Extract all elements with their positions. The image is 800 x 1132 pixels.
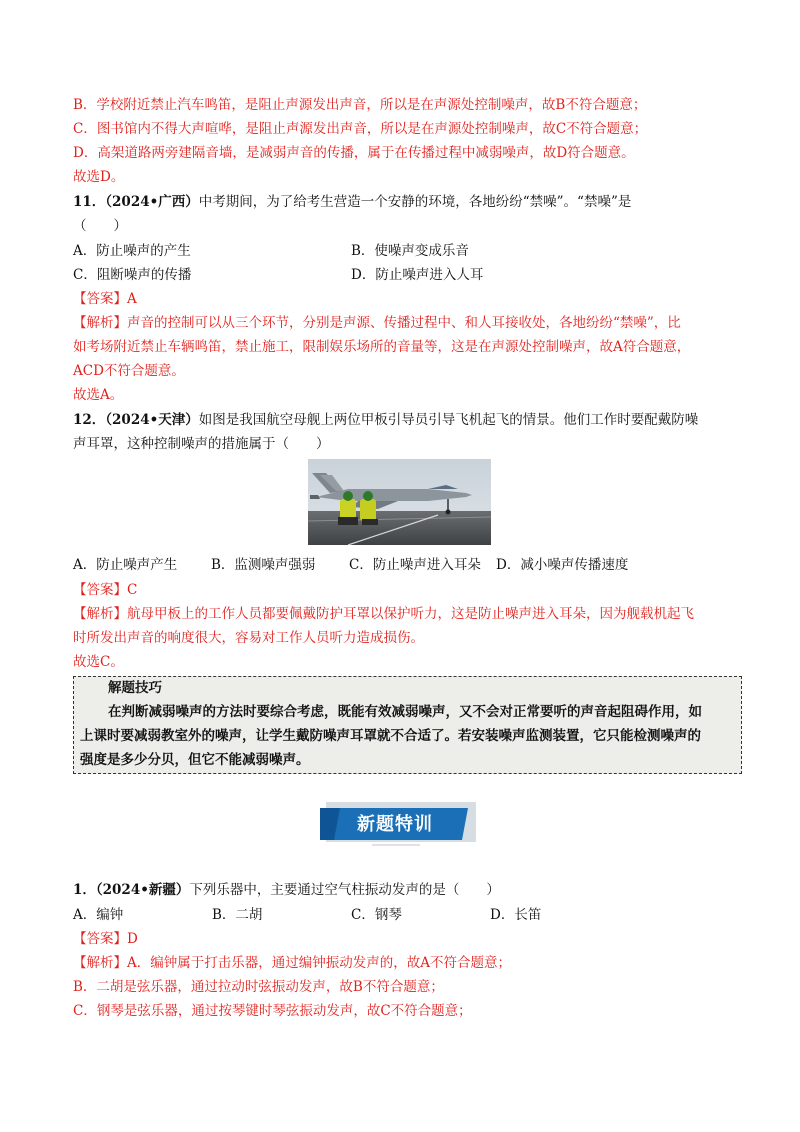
n1-answer-label: 【答案】 [73,931,127,947]
solving-tips-box [73,676,742,774]
q12-option-d: D．减小噪声传播速度 [496,557,629,573]
prev-option-c-analysis: C．图书馆内不得大声喧哗，是阻止声源发出声音，所以是在声源处控制噪声，故C不符合题意； [73,121,648,137]
q11-answer-value: A [127,291,137,307]
q11-analysis-line1 [73,313,681,333]
n1-analysis-line2: B．二胡是弦乐器，通过拉动时弦振动发声，故B不符合题意； [73,979,444,995]
prev-conclusion: 故选D。 [73,169,125,185]
q12-number: 12．（2024•天津） [73,412,199,428]
tips-line1: 在判断减弱噪声的方法时要综合考虑，既能有效减弱噪声，又不会对正常要听的声音起阻碍作用，如 [108,704,702,720]
jet-illustration [308,459,491,545]
q12-analysis-label: 【解析】 [73,606,127,622]
q11-conclusion: 故选A。 [73,387,124,403]
tips-title: 解题技巧 [108,680,162,696]
q12-analysis-line1 [73,604,694,624]
section-banner [320,798,480,850]
n1-stem [73,880,500,900]
q12-conclusion: 故选C。 [73,654,124,670]
q12-analysis-text1: 航母甲板上的工作人员都要佩戴防护耳罩以保护听力，这是防止噪声进入耳朵，因为舰载机起飞 [127,606,694,622]
n1-option-b: B．二胡 [212,907,263,923]
q11-analysis-label: 【解析】 [73,315,127,331]
q12-stem-text: 如图是我国航空母舰上两位甲板引导员引导飞机起飞的情景。他们工作时要配戴防噪 [198,412,699,428]
q11-analysis-text1: 声音的控制可以从三个环节，分别是声源、传播过程中、和人耳接收处，各地纷纷“禁噪”，比 [127,315,681,331]
q12-answer [73,580,137,600]
q12-option-c: C．防止噪声进入耳朵 [349,557,481,573]
n1-option-c: C．钢琴 [351,907,402,923]
q11-analysis-line3: ACD不符合题意。 [73,363,185,379]
q11-option-b: B．使噪声变成乐音 [351,243,469,259]
q12-answer-value: C [127,582,138,598]
q11-option-d: D．防止噪声进入人耳 [351,267,484,283]
q11-number: 11．（2024•广西） [73,194,199,210]
q12-stem-line1 [73,410,698,430]
prev-option-d-analysis: D．高架道路两旁建隔音墙，是减弱声音的传播，属于在传播过程中减弱噪声，故D符合题意。 [73,145,635,161]
q11-stem-line1 [73,192,631,212]
prev-option-b-analysis: B．学校附近禁止汽车鸣笛，是阻止声源发出声音，所以是在声源处控制噪声，故B不符合题意； [73,97,647,113]
n1-number: 1．（2024•新疆） [73,882,190,898]
n1-answer-value: D [127,931,138,947]
q11-answer-label: 【答案】 [73,291,127,307]
q12-answer-label: 【答案】 [73,582,127,598]
q11-stem-text: 中考期间，为了给考生营造一个安静的环境，各地纷纷“禁噪”。“禁噪”是 [198,194,632,210]
n1-option-d: D．长笛 [490,907,542,923]
q12-option-b: B．监测噪声强弱 [211,557,316,573]
n1-answer [73,929,138,949]
q11-analysis-line2: 如考场附近禁止车辆鸣笛，禁止施工，限制娱乐场所的音量等，这是在声源处控制噪声，故A符合题意， [73,339,691,355]
q12-stem-line2: 声耳罩，这种控制噪声的措施属于（ ） [73,436,330,452]
q11-option-c: C．阻断噪声的传播 [73,267,192,283]
n1-analysis-text1: A．编钟属于打击乐器，通过编钟振动发声的，故A不符合题意； [127,955,511,971]
n1-option-a: A．编钟 [73,907,124,923]
n1-analysis-line3: C．钢琴是弦乐器，通过按琴键时琴弦振动发声，故C不符合题意； [73,1003,472,1019]
n1-analysis-line1 [73,953,511,973]
banner-title: 新题特训 [357,814,433,835]
q11-option-a: A．防止噪声的产生 [73,243,191,259]
q11-answer [73,289,137,309]
n1-analysis-label: 【解析】 [73,955,127,971]
tips-line2: 上课时要减弱教室外的噪声，让学生戴防噪声耳罩就不合适了。若安装噪声监测装置，它只能检测噪声的 [80,728,701,744]
q12-analysis-line2: 时所发出声音的响度很大，容易对工作人员听力造成损伤。 [73,630,424,646]
q11-stem-line2: （ ） [73,218,127,234]
n1-stem-text: 下列乐器中，主要通过空气柱振动发声的是（ ） [189,882,500,898]
carrier-deck-photo [308,459,491,545]
q12-option-a: A．防止噪声产生 [73,557,178,573]
tips-line3: 强度是多少分贝，但它不能减弱噪声。 [80,752,310,768]
